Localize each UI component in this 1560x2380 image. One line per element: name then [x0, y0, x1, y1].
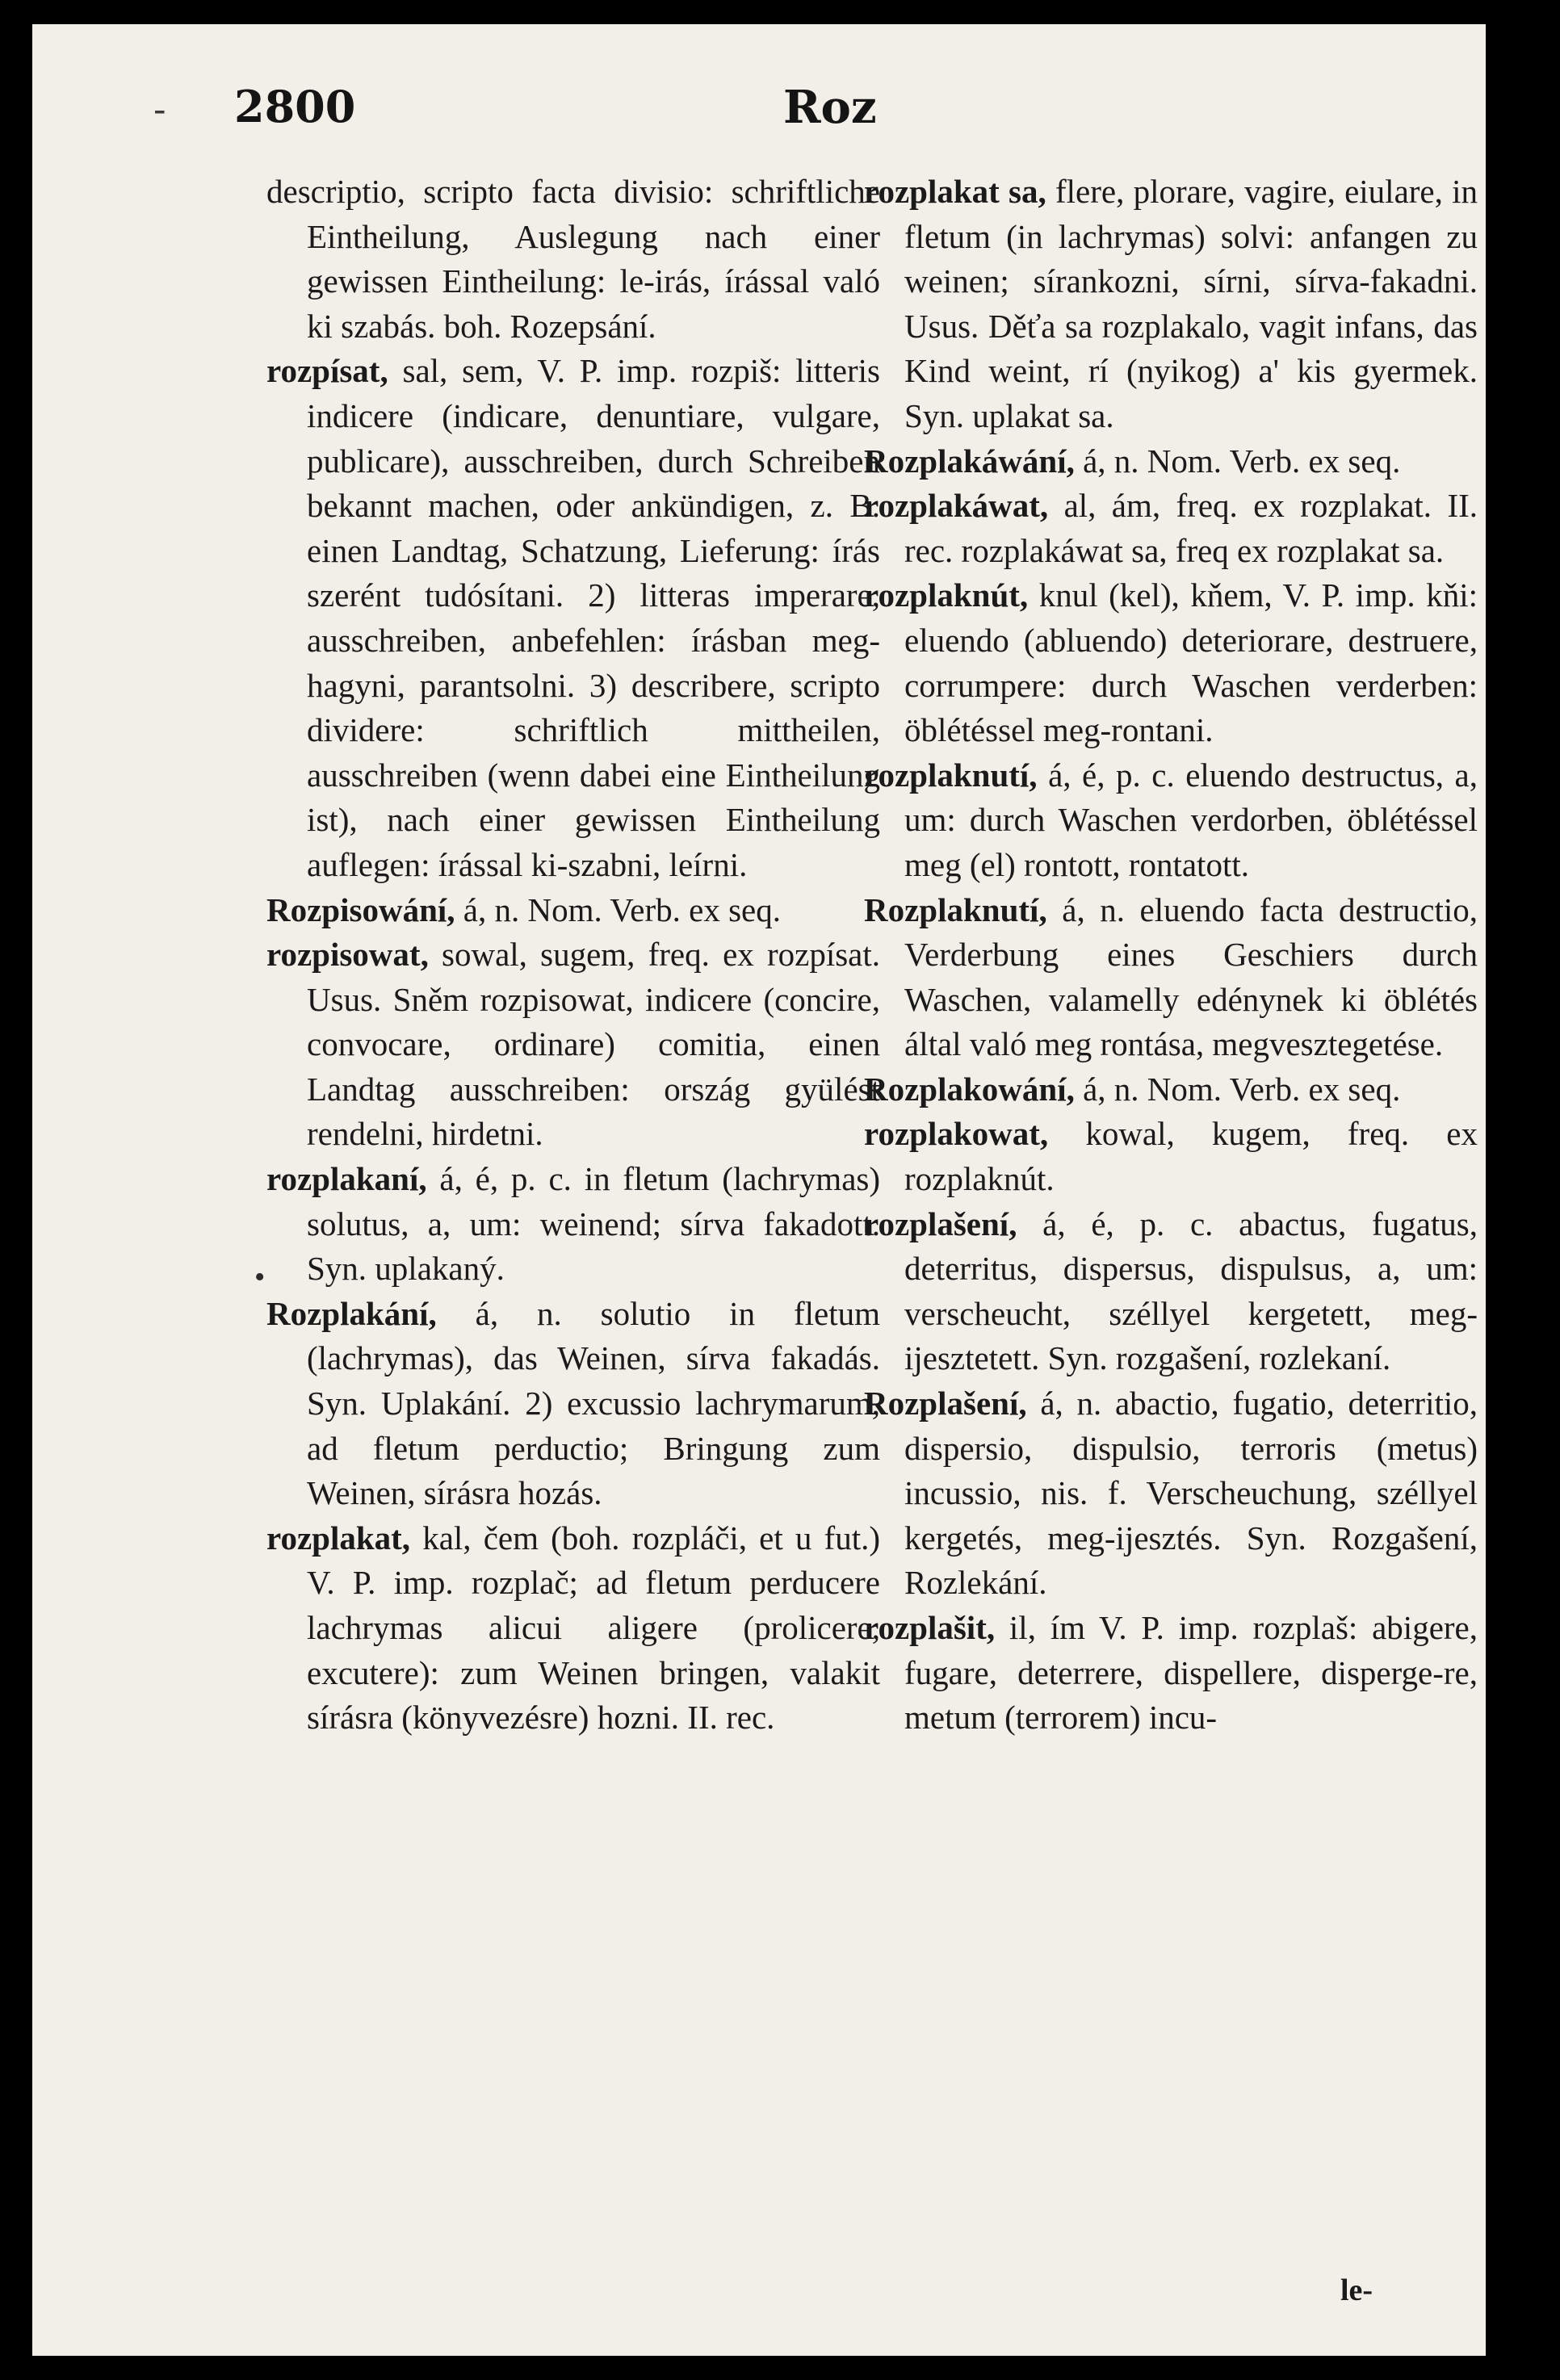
entry-text: al, ám, freq. ex rozplakat. II. rec. rozplakáwat sa, freq ex rozplakat sa. — [904, 487, 1478, 569]
entry-headword: rozpisowat, — [266, 936, 429, 974]
dictionary-entry — [864, 888, 1478, 1067]
entry-headword: rozplaknút, — [864, 576, 1029, 614]
entry-text: á, n. solutio in fletum (lachrymas), das Weinen, sírva fakadás. Syn. Uplakání. 2) excussio lachrymarum, ad fletum perductio; Bringung zum Weinen, sírásra hozás. — [307, 1294, 880, 1512]
entry-headword: Rozpisowání, — [266, 890, 455, 928]
dictionary-entry — [864, 573, 1478, 752]
entry-headword: rozplaknutí, — [864, 756, 1038, 794]
entry-headword: rozplakaní, — [266, 1160, 427, 1198]
dictionary-entry — [864, 1606, 1478, 1741]
page-number: 2800 — [234, 81, 356, 132]
entry-headword: Rozplakáwání, — [864, 442, 1075, 480]
entry-text: kowal, kugem, freq. ex rozplaknút. — [904, 1115, 1478, 1198]
entry-text: á, n. abactio, fugatio, deterritio, dispersio, dispulsio, terroris (metus) incussio, nis. f. Verscheuchung, széllyel kergetés, meg-ijesztés. Syn. Rozgašení, Rozlekání. — [904, 1385, 1478, 1602]
catchword: le- — [1340, 2273, 1373, 2307]
entry-headword: rozplašení, — [864, 1205, 1017, 1242]
entry-headword: Rozplakowání, — [864, 1070, 1075, 1108]
header-dash: - — [153, 87, 166, 131]
entry-text: á, n. Nom. Verb. ex seq. — [463, 890, 781, 928]
entry-text: á, n. Nom. Verb. ex seq. — [1083, 442, 1401, 480]
dictionary-entry — [266, 888, 880, 933]
dictionary-entry — [266, 349, 880, 887]
entry-text: il, ím V. P. imp. rozplaš: abigere, fugare, deterrere, dispellere, disperge-re, metum (terrorem) incu- — [904, 1609, 1478, 1737]
dictionary-entry — [266, 170, 880, 349]
margin-marker: • — [254, 1260, 266, 1294]
dictionary-entry — [864, 439, 1478, 484]
entry-headword: rozplašit, — [864, 1609, 996, 1646]
dictionary-page — [32, 24, 1486, 2356]
dictionary-entry — [864, 1202, 1478, 1381]
entry-headword: rozplakat, — [266, 1519, 411, 1557]
entry-headword: Rozplaknutí, — [864, 890, 1047, 928]
right-column — [864, 170, 1478, 1741]
entry-text: á, é, p. c. eluendo destructus, a, um: durch Waschen verdorben, öblétéssel meg (el) rontott, rontatott. — [904, 756, 1478, 883]
dictionary-entry — [864, 1381, 1478, 1606]
page-header — [32, 73, 1486, 145]
entry-headword: rozpísat, — [266, 352, 388, 390]
dictionary-entry — [266, 932, 880, 1157]
entry-headword: Rozplakání, — [266, 1294, 437, 1332]
entry-text: á, n. Nom. Verb. ex seq. — [1083, 1070, 1401, 1108]
entry-text: kal, čem (boh. rozpláči, et u fut.) V. P. imp. rozplač; ad fletum perducere lachrymas alicui aligere (prolicere, excutere): zum Weinen bringen, valakit sírásra (könyvezésre) hozni. II. rec. — [307, 1519, 880, 1737]
dictionary-entry — [266, 1157, 880, 1292]
dictionary-entry — [864, 1067, 1478, 1112]
running-head: Roz — [783, 81, 877, 134]
dictionary-entry — [266, 1516, 880, 1741]
entry-headword: Rozplašení, — [864, 1385, 1027, 1423]
dictionary-entry — [266, 1292, 880, 1516]
left-column — [266, 170, 880, 1741]
dictionary-entry — [864, 484, 1478, 573]
entry-headword: rozplakáwat, — [864, 487, 1049, 525]
entry-text: á, é, p. c. in fletum (lachrymas) solutus, a, um: weinend; sírva fakadott. Syn. uplakaný. — [307, 1160, 881, 1288]
entry-text: knul (kel), kňem, V. P. imp. kňi: eluendo (abluendo) deteriorare, destruere, corrumpere: durch Waschen verderben: öblétéssel meg-rontani. — [904, 576, 1478, 749]
dictionary-entry — [864, 1112, 1478, 1201]
dictionary-entry — [864, 170, 1478, 439]
entry-text: á, é, p. c. abactus, fugatus, deterritus, dispersus, dispulsus, a, um: verscheucht, széllyel kergetett, meg-ijesztetett. Syn. rozgašení, rozlekaní. — [904, 1205, 1478, 1377]
entry-headword: rozplakat sa, — [864, 173, 1046, 210]
entry-text: sal, sem, V. P. imp. rozpiš: litteris indicere (indicare, denuntiare, vulgare, publicare), ausschreiben, durch Schreiben bekannt machen, oder ankündigen, z. B. einen Landtag, Schatzung, Lieferung: írás szerént tudósítani. 2) litteras imperare, ausschreiben, anbefehlen: írásban meg-hagyni, parantsolni. 3) describere, scripto dividere: schriftlich mittheilen, ausschreiben (wenn dabei eine Eintheilung ist), nach einer gewissen Eintheilung auflegen: írással ki-szabni, leírni. — [307, 352, 880, 883]
entry-text: flere, plorare, vagire, eiulare, in fletum (in lachrymas) solvi: anfangen zu weinen; sírankozni, sírni, sírva-fakadni. Usus. Děťa sa rozplakalo, vagit infans, das Kind weint, rí (nyikog) a' kis gyermek. Syn. uplakat sa. — [904, 173, 1478, 434]
entry-text: á, n. eluendo facta destructio, Verderbung eines Geschiers durch Waschen, valamelly edénynek ki öblétés által való meg rontása, megvesztegetése. — [904, 890, 1478, 1063]
entry-text: sowal, sugem, freq. ex rozpísat. Usus. Sněm rozpisowat, indicere (concire, convocare, ordinare) comitia, einen Landtag ausschreiben: ország gyülést rendelni, hirdetni. — [307, 936, 881, 1153]
entry-headword: rozplakowat, — [864, 1115, 1049, 1153]
entry-text: descriptio, scripto facta divisio: schriftliche Eintheilung, Auslegung nach einer gewissen Eintheilung: le-irás, írással való ki szabás. boh. Rozepsání. — [266, 173, 880, 345]
dictionary-entry — [864, 753, 1478, 888]
